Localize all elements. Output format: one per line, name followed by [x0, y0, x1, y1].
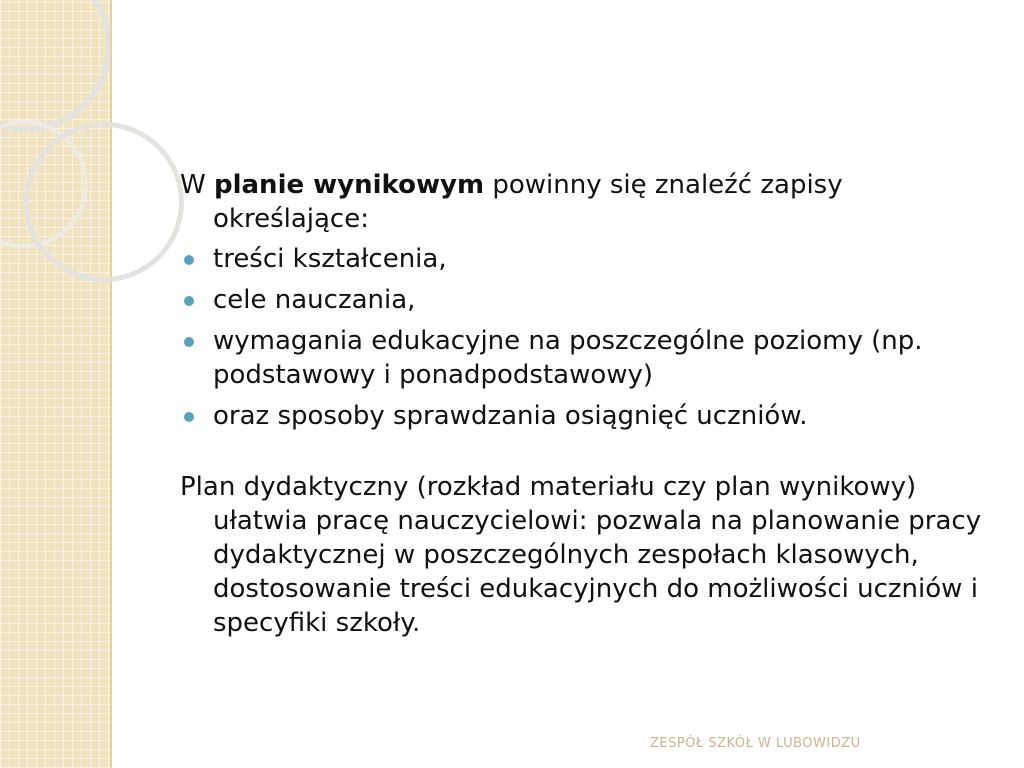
bullet-dot-icon [184, 255, 194, 265]
bullet-dot-icon [184, 296, 194, 306]
intro-prefix: W [180, 170, 214, 200]
footer-school-name: ZESPÓŁ SZKÓŁ W LUBOWIDZU [650, 736, 861, 751]
spacer [180, 440, 995, 470]
bullet-dot-icon [184, 412, 194, 422]
intro-bold-term: planie wynikowym [213, 170, 485, 200]
bullet-item [180, 399, 995, 433]
bullet-text: cele nauczania, [213, 285, 416, 315]
bullet-text: wymagania edukacyjne na poszczególne poziomy (np. podstawowy i ponadpodstawowy) [213, 326, 923, 390]
decorative-side-band [0, 0, 112, 768]
decorative-circle [0, 0, 112, 132]
decorative-circle [24, 122, 184, 282]
intro-suffix: powinny się znaleźć zapisy określające: [213, 170, 843, 234]
plan-paragraph: Plan dydaktyczny (rozkład materiału czy plan wynikowy) ułatwia pracę nauczycielowi: pozwala na planowanie pracy dydaktycznej w poszczególnych zespołach klasowych, dostosowanie treści edukacyjnych do możliwości uczniów i specyfiki szkoły. [180, 472, 982, 638]
bullet-dot-icon [184, 337, 194, 347]
bullet-item [180, 324, 995, 392]
intro-paragraph [180, 168, 995, 236]
bullet-list [180, 242, 995, 433]
slide-content [180, 168, 995, 640]
bullet-item [180, 283, 995, 317]
bullet-item [180, 242, 995, 276]
bullet-text: treści kształcenia, [213, 244, 447, 274]
bullet-text: oraz sposoby sprawdzania osiągnięć uczniów. [213, 401, 808, 431]
